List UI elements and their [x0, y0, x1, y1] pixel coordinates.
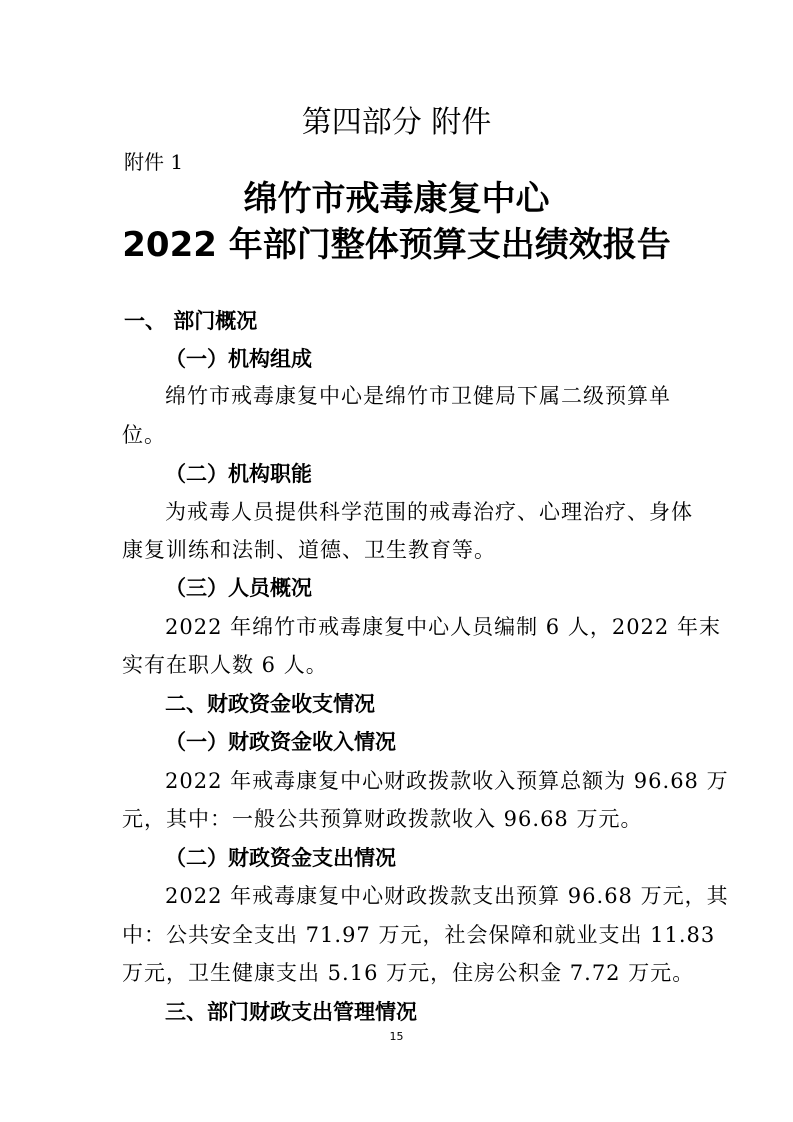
paragraph-line: 位。: [122, 423, 166, 447]
section-heading-fiscal-funds: 二、财政资金收支情况: [165, 692, 375, 716]
paragraph-line: 2022 年戒毒康复中心财政拨款收入预算总额为 96.68 万: [165, 769, 729, 793]
section-heading-expenditure-management: 三、部门财政支出管理情况: [165, 1000, 417, 1024]
subsection-heading-revenue: （一）财政资金收入情况: [165, 730, 396, 754]
subsection-heading-expenditure: （二）财政资金支出情况: [165, 846, 396, 870]
attachment-label: 附件 1: [124, 150, 184, 174]
paragraph-line: 万元，卫生健康支出 5.16 万元，住房公积金 7.72 万元。: [122, 961, 695, 985]
subsection-heading-functions: （二）机构职能: [165, 462, 312, 486]
paragraph-line: 2022 年绵竹市戒毒康复中心人员编制 6 人，2022 年末: [165, 615, 721, 639]
subsection-heading-staff: （三）人员概况: [165, 576, 312, 600]
doc-title-line2: 2022 年部门整体预算支出绩效报告: [122, 225, 671, 265]
paragraph-line: 绵竹市戒毒康复中心是绵竹市卫健局下属二级预算单: [165, 384, 671, 408]
paragraph-line: 康复训练和法制、道德、卫生教育等。: [122, 538, 496, 562]
section-heading-department-overview: 一、 部门概况: [124, 309, 258, 333]
paragraph-line: 为戒毒人员提供科学范围的戒毒治疗、心理治疗、身体: [165, 500, 693, 524]
paragraph-line: 中：公共安全支出 71.97 万元，社会保障和就业支出 11.83: [122, 923, 716, 947]
subsection-heading-organization: （一）机构组成: [165, 347, 312, 371]
paragraph-line: 实有在职人数 6 人。: [122, 653, 328, 677]
doc-title-line1: 绵竹市戒毒康复中心: [243, 179, 550, 219]
paragraph-line: 元，其中：一般公共预算财政拨款收入 96.68 万元。: [122, 807, 643, 831]
page-number: 15: [389, 1030, 404, 1043]
part-title: 第四部分 附件: [301, 105, 492, 140]
paragraph-line: 2022 年戒毒康复中心财政拨款支出预算 96.68 万元，其: [165, 884, 729, 908]
